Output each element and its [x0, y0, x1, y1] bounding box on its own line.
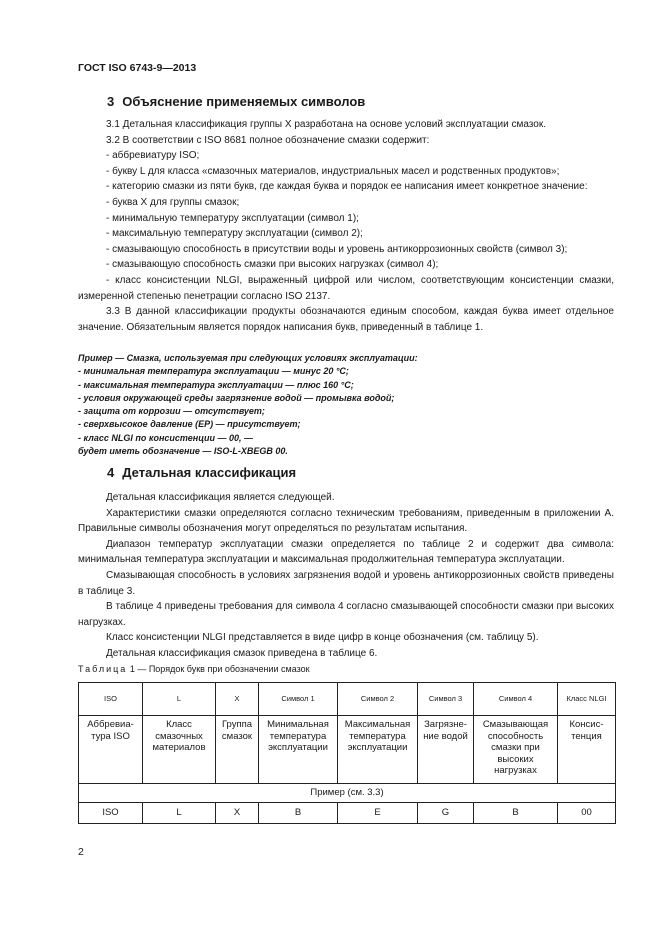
table-header-cell: Символ 3 — [418, 683, 474, 716]
paragraph: Характеристики смазки определяются согласно техническим требованиям, приведенным в приложении А. Правильные символы обозначения могут определяться по результатам испытания. — [78, 507, 614, 535]
list-item: - буква X для группы смазок; — [106, 196, 240, 208]
section-4-title: Детальная классификация — [122, 465, 297, 480]
table-example-label: Пример (см. 3.3) — [79, 784, 616, 803]
list-item: - аббревиатуру ISO; — [106, 150, 200, 162]
section-4-body — [78, 490, 614, 662]
list-item: - смазывающую способность смазки при высоких нагрузках (символ 4); — [106, 259, 439, 271]
example-line: - минимальная температура эксплуатации — минус 20 °С; — [78, 366, 349, 377]
table-cell: B — [474, 803, 558, 824]
table-cell: Группа смазок — [216, 716, 259, 784]
table-row — [79, 803, 616, 824]
table-cell: G — [418, 803, 474, 824]
table-cell: E — [338, 803, 418, 824]
table-example-row — [79, 784, 616, 803]
table-cell: Смазывающая способность смазки при высоких нагрузках — [474, 716, 558, 784]
example-line: - максимальная температура эксплуатации — плюс 160 °С; — [78, 379, 354, 390]
table-header-cell: Символ 4 — [474, 683, 558, 716]
paragraph: 3.2 В соответствии с ISO 8681 полное обозначение смазки содержит: — [106, 134, 430, 146]
section-3-number: 3 — [107, 94, 115, 109]
table-header-cell: Символ 1 — [259, 683, 338, 716]
list-item: - класс консистенции NLGI, выраженный цифрой или числом, соответствующим консистенции смазки, измеренной степенью пенетрации согласно ISO 2137. — [78, 274, 614, 302]
list-item: - букву L для класса «смазочных материалов, индустриальных масел и родственных продуктов»; — [106, 165, 560, 177]
table-cell: Минимальная температура эксплуатации — [259, 716, 338, 784]
section-4-heading — [107, 465, 296, 480]
paragraph: В таблице 4 приведены требования для символа 4 согласно смазывающей способности смазки при высоких нагрузках. — [78, 601, 614, 628]
table-header-cell: X — [216, 683, 259, 716]
table-header-cell: Класс NLGI — [558, 683, 616, 716]
table-header-row — [79, 683, 616, 716]
list-item: - смазывающую способность в присутствии воды и уровень антикоррозионных свойств (символ 3); — [106, 243, 568, 255]
table-cell: 00 — [558, 803, 616, 824]
example-line: будет иметь обозначение — ISO-L-XBEGB 00. — [78, 446, 288, 457]
table-cell: Аббревиа-тура ISO — [79, 716, 143, 784]
paragraph: Смазывающая способность в условиях загрязнения водой и уровень антикоррозионных свойств приведены в таблице 3. — [78, 569, 614, 597]
table-caption-text: 1 — Порядок букв при обозначении смазок — [129, 664, 310, 674]
example-line: - сверхвысокое давление (ЕР) — присутствует; — [78, 419, 301, 430]
table-header-cell: Символ 2 — [338, 683, 418, 716]
section-3-title: Объяснение применяемых символов — [122, 94, 366, 109]
designation-order-table — [78, 682, 616, 824]
table-cell: ISO — [79, 803, 143, 824]
page-number: 2 — [78, 846, 84, 858]
table-cell: Максимальная температура эксплуатации — [338, 716, 418, 784]
section-4-number: 4 — [107, 465, 115, 480]
standard-header: ГОСТ ISO 6743-9—2013 — [78, 62, 197, 74]
paragraph: Детальная классификация смазок приведена в таблице 6. — [106, 647, 378, 659]
section-3-heading — [107, 94, 365, 109]
paragraph: 3.3 В данной классификации продукты обозначаются единым способом, каждая буква имеет отдельное значение. Обязательным является порядок написания букв, приведенный в таблице 1. — [78, 306, 614, 333]
example-line: - защита от коррозии — отсутствует; — [78, 406, 265, 417]
table-caption-prefix: Таблица — [78, 664, 128, 674]
table-cell: X — [216, 803, 259, 824]
example-line: - условия окружающей среды загрязнение водой — промывка водой; — [78, 392, 395, 403]
table-caption — [78, 664, 310, 674]
table-header-cell: ISO — [79, 683, 143, 716]
table-cell: B — [259, 803, 338, 824]
table-header-cell: L — [143, 683, 216, 716]
list-item: - максимальную температуру эксплуатации (символ 2); — [106, 228, 363, 240]
table-cell: L — [143, 803, 216, 824]
paragraph: Детальная классификация является следующей. — [106, 492, 335, 503]
paragraph: 3.1 Детальная классификация группы X разработана на основе условий эксплуатации смазок. — [106, 119, 546, 130]
table-cell: Консис-тенция — [558, 716, 616, 784]
paragraph: Диапазон температур эксплуатации смазки определяется по таблице 2 и содержит два символа: минимальная температура эксплуатации и максимальная продолжительная температура эксплуатации. — [78, 538, 614, 566]
list-item: - категорию смазки из пяти букв, где каждая буква и порядок ее написания имеет конкретное значение: — [106, 181, 588, 193]
table-row — [79, 716, 616, 784]
paragraph: Класс консистенции NLGI представляется в виде цифр в конце обозначения (см. таблицу 5). — [106, 632, 539, 644]
list-item: - минимальную температуру эксплуатации (символ 1); — [106, 212, 359, 224]
example-line: Пример — Смазка, используемая при следующих условиях эксплуатации: — [78, 353, 418, 363]
section-3-body — [78, 117, 614, 335]
table-cell: Класс смазочных материалов — [143, 716, 216, 784]
table-cell: Загрязне-ние водой — [418, 716, 474, 784]
example-block — [78, 352, 614, 458]
example-line: - класс NLGI по консистенции — 00, — — [78, 432, 254, 443]
